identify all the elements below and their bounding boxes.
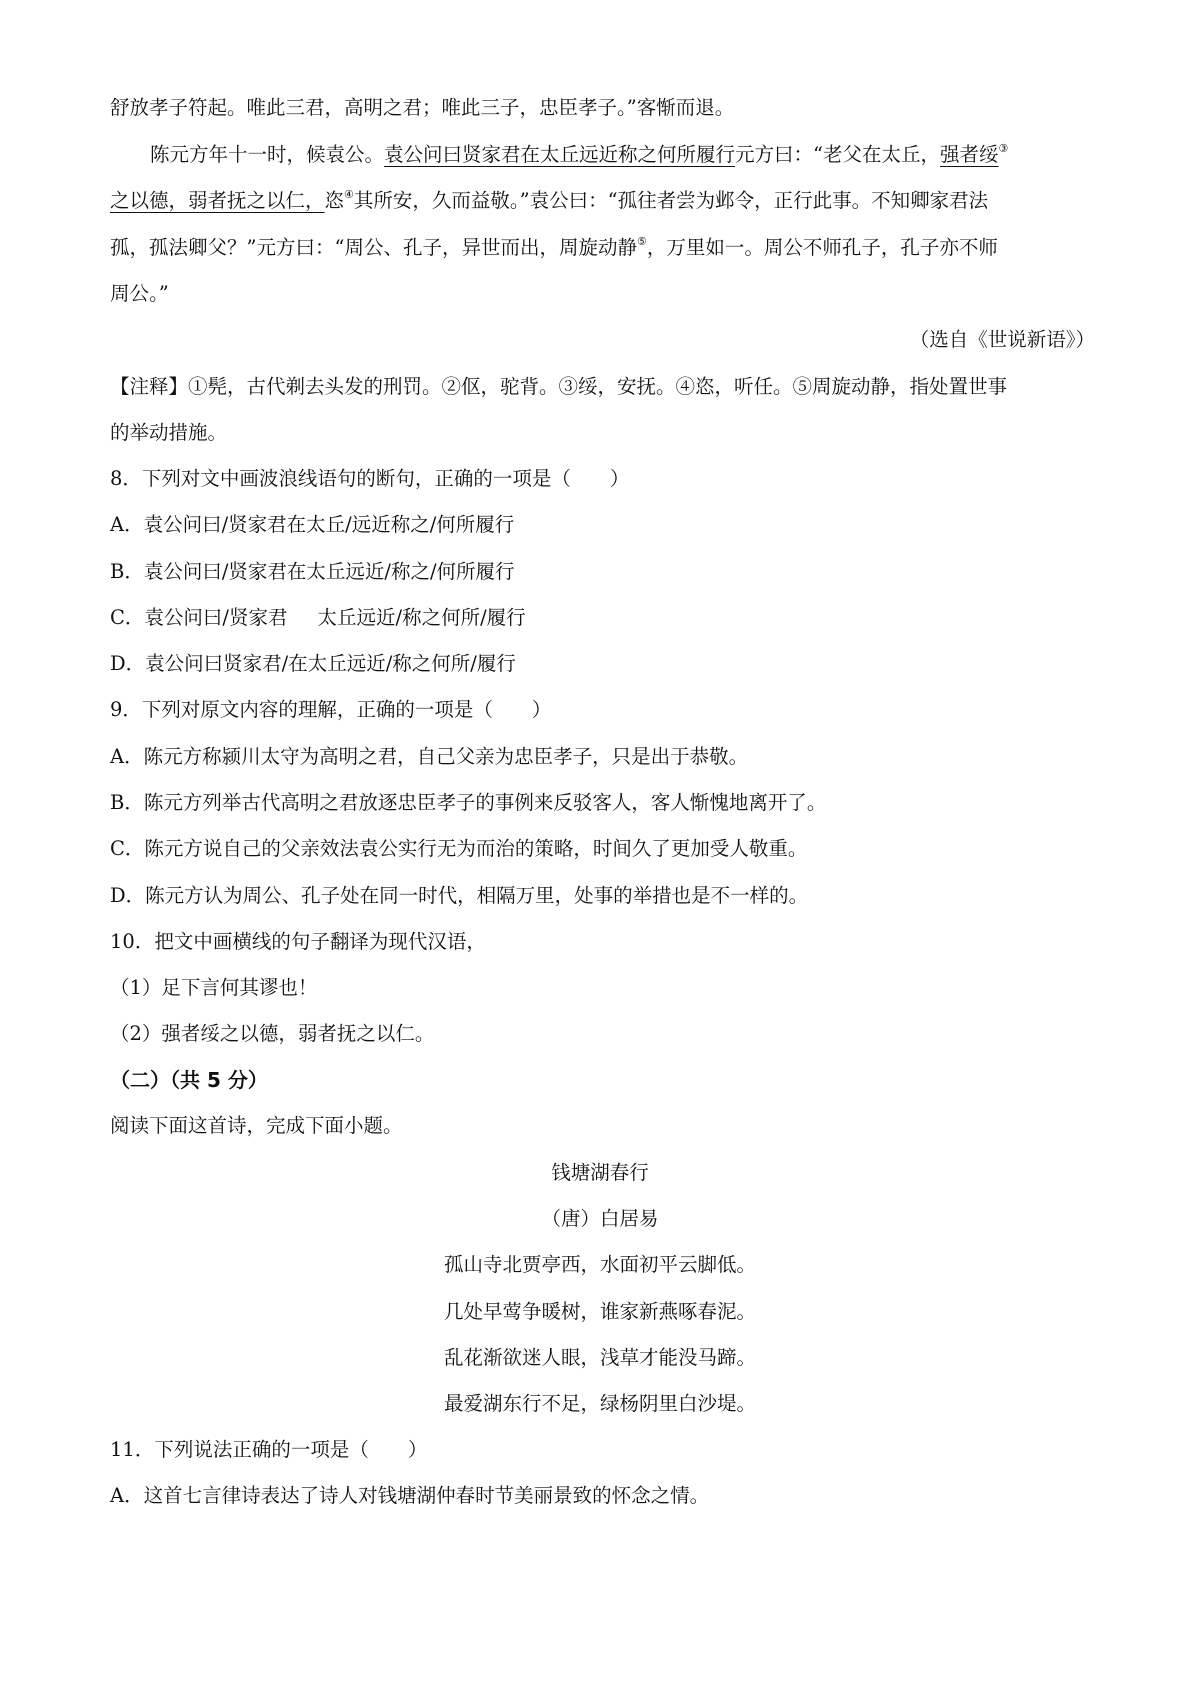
section-2-instructions: 阅读下面这首诗，完成下面小题。 [110,1114,403,1137]
footnote-marker: ③ [998,142,1009,155]
question-8-stem: 8．下列对文中画波浪线语句的断句，正确的一项是（ ） [110,467,630,490]
passage-text: 其所安，久而益敬。”袁公曰：“孤往者尝为邺令，正行此事。不知卿家君法 [353,189,989,212]
poem-line-4: 最爱湖东行不足，绿杨阴里白沙堤。 [443,1392,756,1415]
poem-line-3: 乱花渐欲迷人眼，浅草才能没马蹄。 [443,1346,756,1369]
question-10-sentence-1: （1）足下言何其谬也！ [110,976,318,999]
question-9-stem: 9．下列对原文内容的理解，正确的一项是（ ） [110,698,552,721]
poem-line-2: 几处早莺争暖树，谁家新燕啄春泥。 [443,1300,756,1323]
poem-author: （唐）白居易 [541,1207,659,1230]
passage-paragraph-2-line-2 [110,185,988,217]
passage-text: 恣 [324,189,345,212]
option-text: 太丘远近/称之何所/履行 [317,606,526,629]
passage-paragraph-2-line-1 [150,139,1008,171]
question-10-sentence-2: （2）强者绥之以德，弱者抚之以仁。 [110,1022,435,1045]
question-11-option-a: A．这首七言律诗表达了诗人对钱塘湖仲春时节美丽景致的怀念之情。 [110,1484,710,1507]
passage-paragraph-2-line-3 [110,232,998,264]
annotation-line-1: 【注释】①髡，古代剃去头发的刑罚。②伛，驼背。③绥，安抚。④恣，听任。⑤周旋动静，指处置世事 [110,375,1008,398]
passage-text: 孤，孤法卿父？”元方曰：“周公、孔子，异世而出，周旋动静 [110,236,637,259]
passage-text: ，万里如一。周公不师孔子，孔子亦不师 [646,236,998,259]
section-2-heading: （二）（共 5 分） [110,1068,268,1092]
question-9-option-b: B．陈元方列举古代高明之君放逐忠臣孝子的事例来反驳客人，客人惭愧地离开了。 [110,791,827,814]
passage-text: 元方曰：“老父在太丘， [735,143,941,166]
passage-text: 陈元方年十一时，候袁公。 [150,143,385,166]
question-11-stem: 11．下列说法正确的一项是（ ） [110,1438,428,1461]
question-9-option-c: C．陈元方说自己的父亲效法袁公实行无为而治的策略，时间久了更加受人敬重。 [110,837,808,860]
passage-paragraph-2-line-4: 周公。” [110,282,169,305]
question-9-option-a: A．陈元方称颍川太守为高明之君，自己父亲为忠臣孝子，只是出于恭敬。 [110,745,749,768]
question-8-option-d: D．袁公问曰贤家君/在太丘远近/称之何所/履行 [110,652,516,675]
underlined-sentence: 强者绥 [940,143,999,166]
annotation-line-2: 的举动措施。 [110,421,228,444]
poem-title: 钱塘湖春行 [551,1161,649,1184]
footnote-marker: ⑤ [636,235,647,248]
passage-source: （选自《世说新语》） [909,328,1095,351]
footnote-marker: ④ [344,188,354,201]
underlined-sentence: 之以德，弱者抚之以仁， [110,189,325,212]
question-9-option-d: D．陈元方认为周公、孔子处在同一时代，相隔万里，处事的举措也是不一样的。 [110,884,809,907]
passage-line-1: 舒放孝子符起。唯此三君，高明之君；唯此三子，忠臣孝子。”客惭而退。 [110,96,735,119]
option-text: C．袁公问曰/贤家君 [110,606,288,629]
question-8-option-b: B．袁公问曰/贤家君在太丘远近/称之/何所履行 [110,560,515,583]
question-8-option-c [110,602,526,634]
poem-line-1: 孤山寺北贾亭西，水面初平云脚低。 [443,1253,756,1276]
question-10-stem: 10．把文中画横线的句子翻译为现代汉语， [110,930,486,953]
wavy-line-sentence: 袁公问曰贤家君在太丘远近称之何所履行 [384,143,736,166]
question-8-option-a: A．袁公问曰/贤家君在太丘/远近称之/何所履行 [110,513,515,536]
